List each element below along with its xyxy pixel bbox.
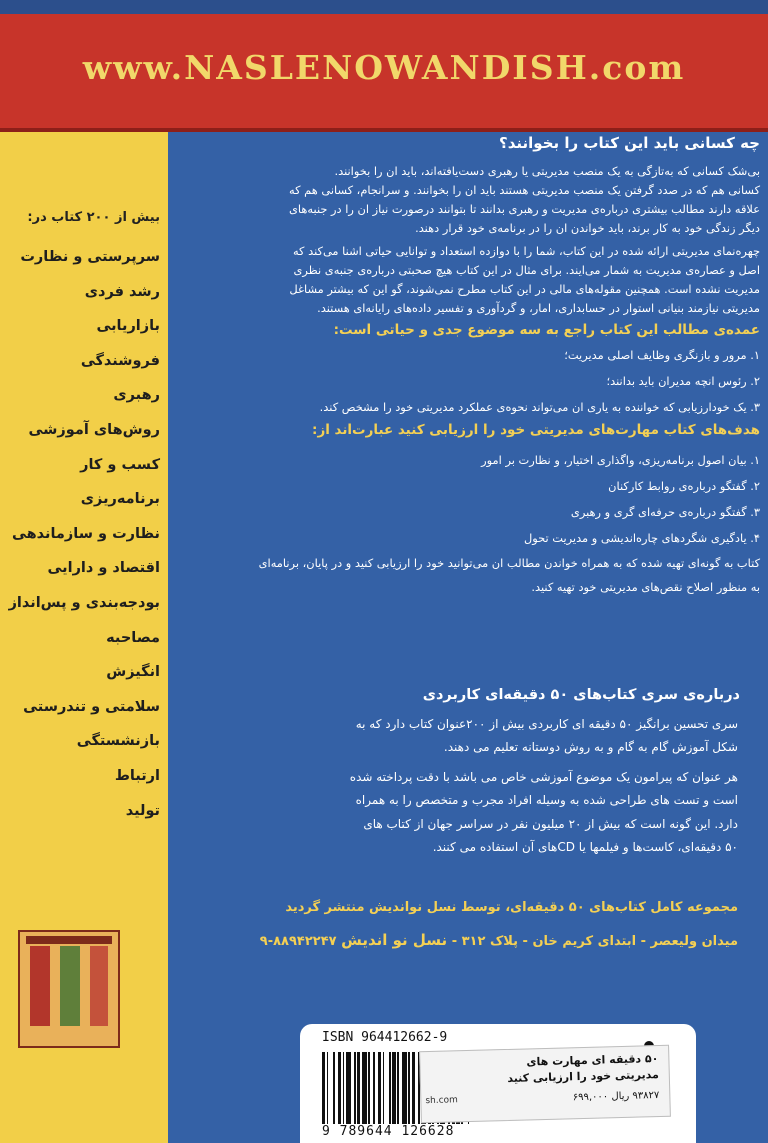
main-topics-heading: عمده‌ی مطالب این کتاب راجع به سه موضوع جدی و حیاتی است: — [333, 322, 760, 338]
goals-heading: هدف‌های کتاب مهارت‌های مدیریتی خود را ارزیابی کنید عبارت‌اند از: — [312, 422, 760, 438]
publisher-phone: ۸۸۹۴۲۲۴۷-۹ — [259, 934, 337, 949]
website-fragment: sh.com — [425, 1095, 459, 1107]
series-line: شکل آموزش گام به گام و به روش دوستانه تعلیم می دهند. — [443, 740, 738, 754]
price-title-line2: مدیریتی خود را ارزیابی کنید — [507, 1068, 659, 1085]
paragraph-line: مدیریتی نیازمند بنیانی استوار در حسابداری، امار، و گردآوری و تفسیر داده‌های رایانه‌ای هستند. — [317, 301, 760, 315]
topics-sidebar — [0, 132, 168, 1143]
series-line: دارد. این گونه است که بیش از ۲۰ میلیون نفر در سراسر جهان از کتاب های — [363, 817, 738, 831]
barcode-bar — [397, 1052, 399, 1124]
series-heading: درباره‌ی سری کتاب‌های ۵۰ دقیقه‌ای کاربردی — [422, 687, 740, 703]
topic-item: کسب و کار — [80, 456, 160, 473]
paragraph-line: اصل و عصاره‌ی مدیریت به شمار می‌ایند. برای مثال در این کتاب هیچ صحبتی درباره‌ی جنبه‌ی نظری — [293, 263, 760, 277]
topic-point: ۱. مرور و بازنگری وظایف اصلی مدیریت؛ — [564, 348, 760, 362]
topic-item: مصاحبه — [106, 629, 160, 646]
publisher-address: میدان ولیعصر - ابتدای کریم خان - پلاک ۳۱۲ - — [451, 934, 738, 949]
topic-item: اقتصاد و دارایی — [47, 560, 160, 577]
topic-item: برنامه‌ریزی — [80, 491, 160, 508]
goal-item: ۲. گفتگو درباره‌ی روابط کارکنان — [608, 479, 760, 493]
who-should-read-heading: چه کسانی باید این کتاب را بخوانند؟ — [499, 134, 760, 152]
paragraph-line: چهره‌نمای مدیریتی ارائه شده در این کتاب، شما را با دوازده استعداد و توانایی حیاتی اشنا می‌کند که — [292, 244, 760, 258]
price-title-line1: ۵۰ دقیقه ای مهارت های — [526, 1052, 659, 1069]
topic-item: بازاریابی — [96, 318, 160, 335]
topic-item: تولید — [125, 802, 160, 819]
price-value: ۹۳۸۲۷ ریال ۶۹۹,۰۰۰ — [572, 1090, 660, 1104]
topic-item: بودجه‌بندی و پس‌انداز — [8, 594, 160, 611]
barcode-bar — [362, 1052, 367, 1124]
paragraph-line: کسانی هم که در صدد گرفتن یک منصب مدیریتی هستند باید ان را بخوانند. و سرانجام، کسانی هم که — [288, 183, 760, 197]
barcode-bar — [368, 1052, 370, 1124]
barcode-bar — [412, 1052, 415, 1124]
barcode-bar — [346, 1052, 351, 1124]
paragraph-line: کتاب به گونه‌ای تهیه شده که به همراه خواندن مطالب ان می‌توانید خود را ارزیابی کنید و در پایان، برنامه‌ای — [258, 556, 760, 570]
barcode-number: 9 789644 126628 — [322, 1124, 455, 1139]
goal-item: ۳. گفتگو درباره‌ی حرفه‌ای گری و رهبری — [570, 505, 760, 519]
topics-list — [0, 240, 160, 828]
topic-item: ارتباط — [114, 767, 160, 784]
barcode-bar — [383, 1052, 385, 1124]
topic-item: روش‌های آموزشی — [28, 421, 160, 438]
barcode-bar — [343, 1052, 345, 1124]
barcode-bar — [408, 1052, 410, 1124]
barcode-bar — [392, 1052, 395, 1124]
website-url: www.NASLENOWANDISH.com — [82, 48, 686, 87]
top-edge — [0, 0, 768, 14]
barcode-bar — [389, 1052, 391, 1124]
topics-heading: بیش از ۲۰۰ کتاب در: — [27, 210, 160, 225]
barcode-bar — [333, 1052, 335, 1124]
topic-item: بازنشستگی — [76, 733, 160, 750]
website-banner — [0, 14, 768, 132]
barcode-bar — [354, 1052, 356, 1124]
barcode-bar — [327, 1052, 329, 1124]
collection-note: مجموعه کامل کتاب‌های ۵۰ دقیقه‌ای، توسط نسل نواندیش منتشر گردید — [285, 900, 738, 915]
isbn-label: ISBN 964412662-9 — [322, 1030, 448, 1045]
barcode-bar — [357, 1052, 360, 1124]
barcode-bar — [373, 1052, 375, 1124]
topic-item: فروشندگی — [80, 352, 160, 369]
topic-item: سلامتی و تندرستی — [23, 698, 160, 715]
paragraph-line: مدیریت نشده است. همچنین مقوله‌های مالی در این کتاب مطرح نمی‌شوند، گو این که بیشتر مشاغل — [289, 282, 760, 296]
series-line: هر عنوان که پیرامون یک موضوع آموزشی خاص می باشد با دقت پرداخته شده — [349, 770, 738, 784]
topic-point: ۳. یک خودارزیابی که خواننده به یاری ان می‌تواند نحوه‌ی عملکرد مدیریتی خود را مشخص کند. — [319, 400, 760, 414]
series-line: سری تحسین برانگیز ۵۰ دقیقه ای کاربردی بیش از ۲۰۰عنوان کتاب دارد که به — [355, 717, 738, 731]
price-label — [419, 1045, 671, 1124]
barcode-bar — [338, 1052, 341, 1124]
paragraph-line: بی‌شک کسانی که به‌تازگی به یک منصب مدیریتی یا رهبری دست‌یافته‌اند، باید ان را بخوانند. — [334, 164, 760, 178]
publisher-emblem-image — [18, 930, 120, 1048]
goal-item: ۴. یادگیری شگردهای چاره‌اندیشی و مدیریت تحول — [523, 531, 760, 545]
paragraph-line: علاقه دارند مطالب بیشتری درباره‌ی مدیریت و رهبری بدانند تا بتوانند درصورت نیاز ان را در جنبه‌های — [289, 202, 760, 216]
topic-point: ۲. رئوس انچه مدیران باید بدانند؛ — [606, 374, 760, 388]
topic-item: رشد فردی — [84, 283, 160, 300]
topic-item: انگیزش — [106, 664, 160, 681]
barcode-bar — [378, 1052, 381, 1124]
barcode-bar — [402, 1052, 407, 1124]
publisher-address-line — [260, 931, 738, 949]
publisher-name: نسل نو اندیش — [341, 931, 448, 949]
barcode-bar — [322, 1052, 325, 1124]
paragraph-line: دیگر زندگی خود به کار برند، باید خواندن ان را در برنامه‌ی خود قرار دهند. — [415, 221, 760, 235]
goal-item: ۱. بیان اصول برنامه‌ریزی، واگذاری اختیار، و نظارت بر امور — [481, 453, 760, 467]
topic-item: رهبری — [113, 387, 160, 404]
topic-item: نظارت و سازماندهی — [11, 525, 160, 542]
paragraph-line: به منظور اصلاح نقص‌های مدیریتی خود تهیه کنید. — [531, 580, 760, 594]
series-line: است و تست های طراحی شده به وسیله افراد مجرب و متخصص را به همراه — [355, 793, 738, 807]
series-line: ۵۰ دقیقه‌ای، کاست‌ها و فیلمها یا CDهای آن استفاده می کنند. — [432, 840, 738, 854]
description-panel — [168, 132, 768, 1143]
topic-item: سرپرستی و نظارت — [20, 249, 160, 265]
